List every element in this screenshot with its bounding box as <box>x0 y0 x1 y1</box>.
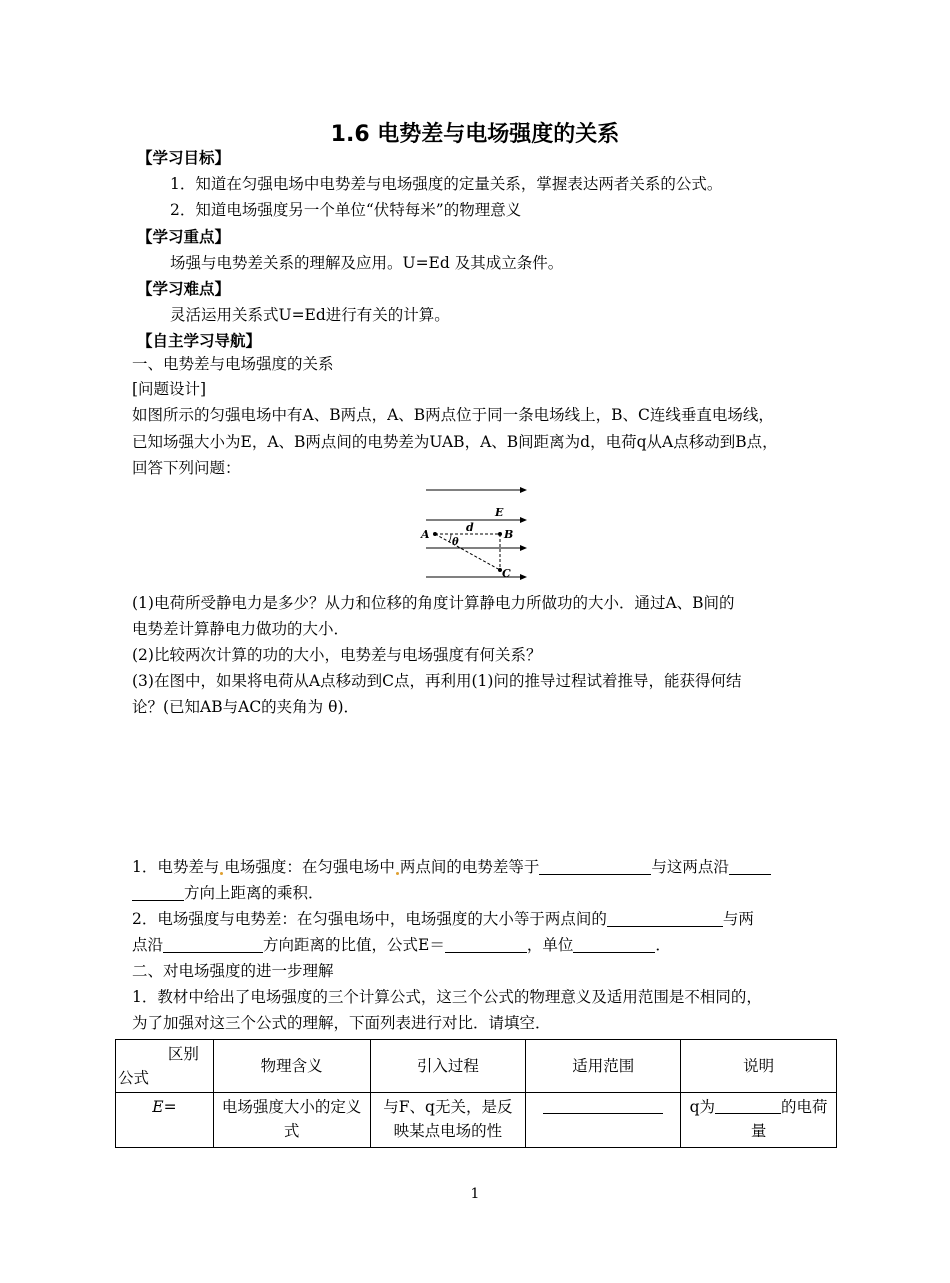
question-3-line-2: 论？(已知AB与AC的夹角为 θ)． <box>132 698 359 716</box>
header-note: 说明 <box>681 1040 837 1093</box>
section1-heading: 一、电势差与电场强度的关系 <box>132 355 334 373</box>
marker-dot <box>220 872 223 875</box>
objectives-heading: 【学习目标】 <box>137 149 231 167</box>
note-cell: q为 的电荷量 <box>681 1093 837 1148</box>
fill-2-line-2: 点沿 方向距离的比值，公式E＝ ，单位 ． <box>132 936 671 954</box>
table-header-row <box>116 1040 837 1093</box>
header-process: 引入过程 <box>370 1040 526 1093</box>
corner-top-label: 区别 <box>167 1045 199 1063</box>
table-intro-line-1: 1．教材中给出了电场强度的三个计算公式，这三个公式的物理意义及适用范围是不相同的， <box>132 988 762 1006</box>
table-row <box>116 1093 837 1148</box>
difficulties-heading: 【学习难点】 <box>137 280 231 298</box>
corner-bottom-label: 公式 <box>118 1069 150 1087</box>
intro-line-2: 已知场强大小为E，A、B两点间的电势差为UAB，A、B间距离为d，电荷q从A点移动到B点， <box>132 433 778 451</box>
table-intro-line-2: 为了加强对这三个公式的理解，下面列表进行对比．请填空． <box>132 1014 551 1032</box>
label-E: E <box>495 506 504 519</box>
fill-2-line-1: 2．电场强度与电势差：在匀强电场中，电场强度的大小等于两点间的 与两 <box>132 910 754 928</box>
page-number: 1 <box>470 1186 480 1202</box>
guide-heading: 【自主学习导航】 <box>137 332 262 350</box>
meaning-cell: 电场强度大小的定义式 <box>213 1093 370 1148</box>
blank-potential-product[interactable] <box>539 858 651 875</box>
difficulties-text: 灵活运用关系式U=Ed进行有关的计算。 <box>170 306 450 324</box>
page-title: 1.6 电势差与电场强度的关系 <box>330 122 620 147</box>
label-d: d <box>466 521 474 534</box>
label-A: A <box>421 528 430 541</box>
label-theta: θ <box>452 537 459 548</box>
fill-1-line-1: 1．电势差与 电场强度：在匀强电场中 两点间的电势差等于 与这两点沿 <box>132 856 771 878</box>
question-2: (2)比较两次计算的功的大小，电势差与电场强度有何关系？ <box>132 646 542 664</box>
question-1-line-2: 电势差计算静电力做功的大小． <box>132 620 350 638</box>
blank-scope[interactable] <box>543 1097 663 1114</box>
intro-line-3: 回答下列问题： <box>132 459 241 477</box>
question-3-line-1: (3)在图中，如果将电荷从A点移动到C点，再利用(1)问的推导过程试着推导，能获得何结 <box>132 672 742 690</box>
blank-field-direction[interactable] <box>163 936 263 953</box>
process-cell: 与F、q无关，是反映某点电场的性 <box>370 1093 526 1148</box>
blank-formula[interactable] <box>445 936 527 953</box>
intro-line-1: 如图所示的匀强电场中有A、B两点，A、B两点位于同一条电场线上，B、C连线垂直电场线， <box>132 406 774 424</box>
blank-potential-difference[interactable] <box>607 910 723 927</box>
blank-unit[interactable] <box>573 936 655 953</box>
section2-heading: 二、对电场强度的进一步理解 <box>132 962 334 980</box>
electric-field-figure <box>418 482 533 584</box>
blank-direction-part-1[interactable] <box>729 858 771 875</box>
header-scope: 适用范围 <box>526 1040 681 1093</box>
header-meaning: 物理含义 <box>213 1040 370 1093</box>
objective-item-1: 1．知道在匀强电场中电势差与电场强度的定量关系，掌握表达两者关系的公式。 <box>170 175 723 193</box>
marker-dot <box>396 872 399 875</box>
question-1-line-1: (1)电荷所受静电力是多少？从力和位移的角度计算静电力所做功的大小．通过A、B间的 <box>132 594 735 612</box>
blank-charge[interactable] <box>715 1097 781 1114</box>
label-B: B <box>504 528 514 541</box>
fill-1-line-2: 方向上距离的乘积． <box>132 882 324 904</box>
formula-cell: E= <box>116 1093 214 1148</box>
key-points-text: 场强与电势差关系的理解及应用。U=Ed 及其成立条件。 <box>170 254 564 272</box>
label-C: C <box>502 567 511 580</box>
objective-item-2: 2．知道电场强度另一个单位“伏特每米”的物理意义 <box>170 201 522 219</box>
design-label: [问题设计] <box>132 380 207 398</box>
key-points-heading: 【学习重点】 <box>137 228 231 246</box>
corner-header-cell <box>116 1040 214 1093</box>
blank-direction-part-2[interactable] <box>132 884 184 901</box>
scope-cell <box>526 1093 681 1148</box>
formula-comparison-table <box>115 1039 837 1148</box>
